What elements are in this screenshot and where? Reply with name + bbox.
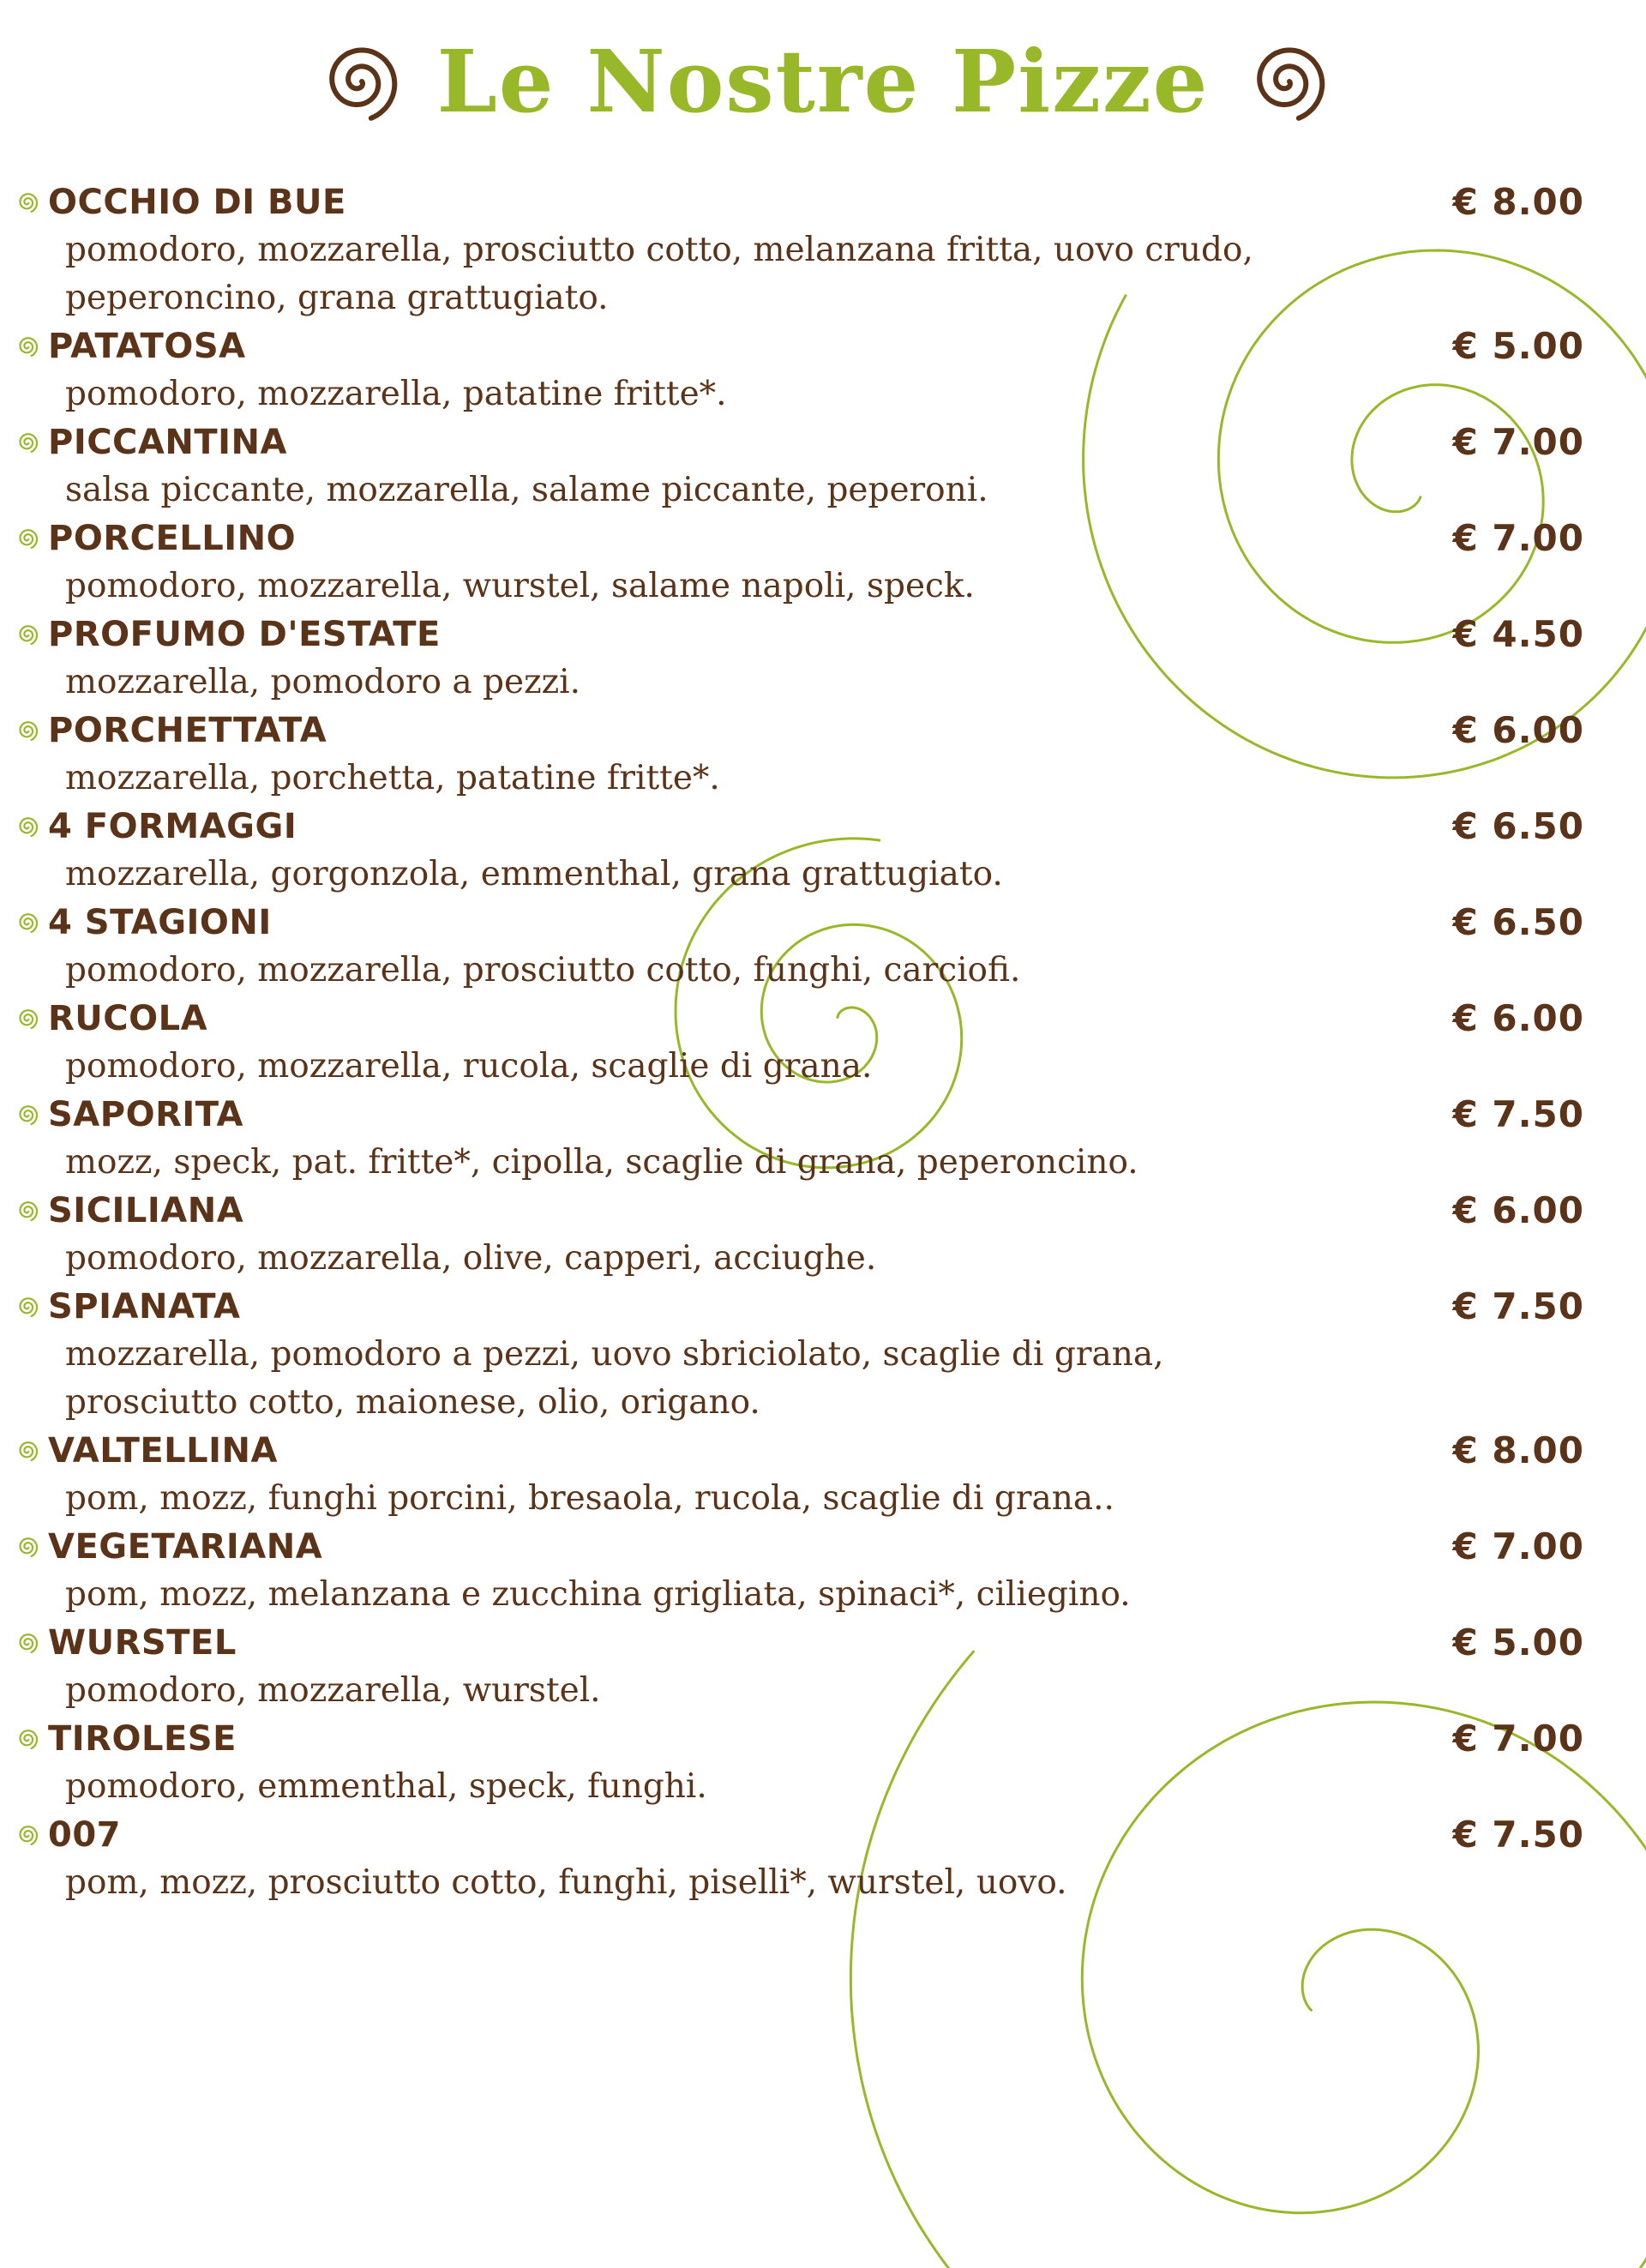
pizza-ingredients: salsa piccante, mozzarella, salame piccante, peperoni. (65, 471, 988, 509)
pizza-name: OCCHIO DI BUE (48, 183, 346, 222)
spiral-bullet-icon (15, 911, 39, 935)
pizza-ingredients: pom, mozz, prosciutto cotto, funghi, piselli*, wurstel, uovo. (65, 1863, 1067, 1902)
menu-item (15, 1091, 1584, 1187)
pizza-ingredients: prosciutto cotto, maionese, olio, origano. (65, 1383, 760, 1422)
spiral-bullet-icon (15, 526, 39, 550)
menu-item-header (15, 1619, 1584, 1667)
pizza-name: 4 FORMAGGI (48, 807, 297, 846)
menu-item-header (15, 1091, 1584, 1139)
pizza-ingredients: pomodoro, mozzarella, rucola, scaglie di grana. (65, 1047, 873, 1086)
menu-item (15, 899, 1584, 995)
spiral-bullet-icon (15, 190, 39, 214)
menu-item-header (15, 1427, 1584, 1475)
menu-item-header (15, 803, 1584, 851)
menu-item (15, 707, 1584, 803)
pizza-name: VEGETARIANA (48, 1527, 323, 1567)
pizza-price: € 7.00 (1452, 1718, 1584, 1760)
menu-item (15, 995, 1584, 1091)
spiral-bullet-icon (15, 1199, 39, 1223)
menu-item (15, 1427, 1584, 1523)
pizza-price: € 6.00 (1452, 1189, 1584, 1231)
pizza-ingredients: pomodoro, mozzarella, prosciutto cotto, funghi, carciofi. (65, 951, 1021, 990)
pizza-name: SPIANATA (48, 1287, 241, 1327)
menu-item (15, 1811, 1584, 1907)
menu-item-header (15, 178, 1584, 226)
pizza-name: PORCELLINO (48, 519, 297, 558)
menu-item-header (15, 322, 1584, 370)
menu-item-header (15, 1715, 1584, 1763)
pizza-ingredients: mozz, speck, pat. fritte*, cipolla, scaglie di grana, peperoncino. (65, 1143, 1138, 1182)
pizza-name: PATATOSA (48, 327, 246, 366)
spiral-bullet-icon (15, 1295, 39, 1319)
pizza-price: € 5.00 (1452, 325, 1584, 367)
pizza-price: € 7.00 (1452, 517, 1584, 559)
pizza-price: € 7.50 (1452, 1093, 1584, 1135)
pizza-price: € 6.00 (1452, 709, 1584, 751)
spiral-bullet-icon (15, 334, 39, 358)
menu-item (15, 322, 1584, 418)
pizza-ingredients: mozzarella, porchetta, patatine fritte*. (65, 759, 720, 797)
menu-item-header (15, 1811, 1584, 1859)
pizza-ingredients: pomodoro, mozzarella, wurstel. (65, 1671, 601, 1710)
spiral-bullet-icon (15, 1823, 39, 1847)
menu-item (15, 1523, 1584, 1619)
pizza-name: PORCHETTATA (48, 711, 327, 750)
spiral-bullet-icon (15, 1103, 39, 1127)
menu-item-header (15, 1187, 1584, 1235)
pizza-price: € 7.50 (1452, 1814, 1584, 1856)
page-title: Le Nostre Pizze (436, 31, 1210, 132)
menu-item-header (15, 1523, 1584, 1571)
pizza-price: € 8.00 (1452, 1429, 1584, 1471)
menu-item (15, 1715, 1584, 1811)
menu-item (15, 178, 1584, 322)
menu-item-header (15, 514, 1584, 562)
pizza-ingredients: peperoncino, grana grattugiato. (65, 279, 609, 317)
menu-item-header (15, 995, 1584, 1043)
menu-item (15, 1187, 1584, 1283)
spiral-bullet-icon (15, 430, 39, 454)
pizza-price: € 4.50 (1452, 613, 1584, 655)
pizza-name: RUCOLA (48, 999, 208, 1038)
pizza-price: € 7.50 (1452, 1285, 1584, 1327)
menu-item-header (15, 707, 1584, 755)
pizza-ingredients: pomodoro, mozzarella, wurstel, salame napoli, speck. (65, 567, 975, 605)
pizza-ingredients: pomodoro, mozzarella, olive, capperi, acciughe. (65, 1239, 877, 1278)
menu-item (15, 1619, 1584, 1715)
pizza-ingredients: mozzarella, pomodoro a pezzi. (65, 663, 581, 701)
menu-item (15, 418, 1584, 514)
pizza-ingredients: pomodoro, mozzarella, patatine fritte*. (65, 375, 727, 413)
spiral-bullet-icon (15, 623, 39, 647)
menu-item (15, 514, 1584, 611)
spiral-icon (312, 34, 406, 129)
spiral-icon (1240, 34, 1334, 129)
pizza-price: € 6.00 (1452, 997, 1584, 1039)
pizza-name: PROFUMO D'ESTATE (48, 615, 441, 654)
pizza-name: SICILIANA (48, 1191, 244, 1230)
pizza-price: € 8.00 (1452, 181, 1584, 223)
pizza-price: € 6.50 (1452, 805, 1584, 847)
pizza-name: 007 (48, 1815, 121, 1855)
page-header (0, 26, 1646, 137)
pizza-name: PICCANTINA (48, 423, 287, 462)
spiral-bullet-icon (15, 719, 39, 743)
menu-item-header (15, 611, 1584, 659)
pizza-ingredients: pomodoro, mozzarella, prosciutto cotto, melanzana fritta, uovo crudo, (65, 231, 1253, 269)
pizza-ingredients: pomodoro, emmenthal, speck, funghi. (65, 1767, 707, 1806)
menu-item (15, 611, 1584, 707)
pizza-price: € 6.50 (1452, 901, 1584, 943)
pizza-price: € 5.00 (1452, 1621, 1584, 1663)
spiral-bullet-icon (15, 1535, 39, 1559)
pizza-name: WURSTEL (48, 1623, 237, 1663)
pizza-ingredients: mozzarella, gorgonzola, emmenthal, grana grattugiato. (65, 855, 1003, 893)
pizza-price: € 7.00 (1452, 1525, 1584, 1567)
menu-item-header (15, 1283, 1584, 1331)
menu-item-header (15, 418, 1584, 466)
spiral-bullet-icon (15, 1439, 39, 1463)
spiral-bullet-icon (15, 1631, 39, 1655)
pizza-name: SAPORITA (48, 1095, 243, 1134)
spiral-bullet-icon (15, 1007, 39, 1031)
menu-item (15, 803, 1584, 899)
menu-item (15, 1283, 1584, 1427)
pizza-ingredients: mozzarella, pomodoro a pezzi, uovo sbriciolato, scaglie di grana, (65, 1335, 1164, 1374)
pizza-menu (15, 178, 1584, 1907)
pizza-name: VALTELLINA (48, 1431, 278, 1471)
menu-item-header (15, 899, 1584, 947)
spiral-bullet-icon (15, 815, 39, 839)
pizza-ingredients: pom, mozz, funghi porcini, bresaola, rucola, scaglie di grana.. (65, 1479, 1114, 1518)
pizza-name: 4 STAGIONI (48, 903, 272, 942)
pizza-price: € 7.00 (1452, 421, 1584, 463)
pizza-name: TIROLESE (48, 1719, 237, 1759)
spiral-bullet-icon (15, 1727, 39, 1751)
pizza-ingredients: pom, mozz, melanzana e zucchina grigliata, spinaci*, ciliegino. (65, 1575, 1131, 1614)
